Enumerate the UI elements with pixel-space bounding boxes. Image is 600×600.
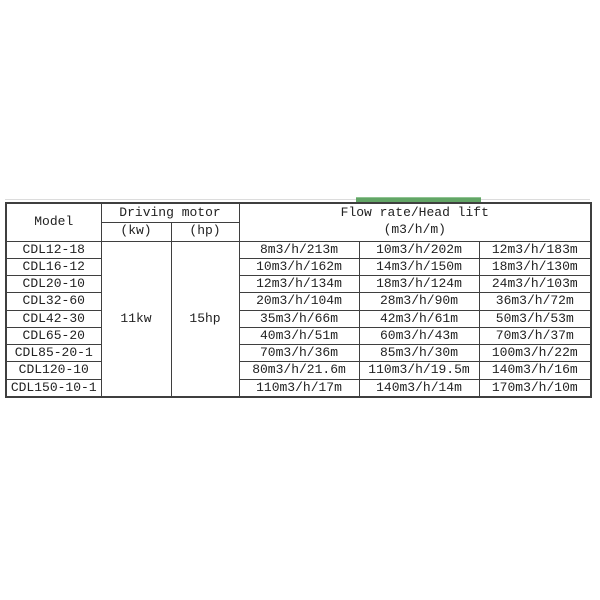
flow-cell-2: 140m3/h/14m — [359, 379, 479, 397]
flow-cell-1: 8m3/h/213m — [239, 241, 359, 258]
flow-cell-1: 80m3/h/21.6m — [239, 362, 359, 379]
model-cell: CDL42-30 — [6, 310, 101, 327]
flow-cell-2: 10m3/h/202m — [359, 241, 479, 258]
flow-cell-3: 100m3/h/22m — [479, 345, 591, 362]
flow-cell-3: 70m3/h/37m — [479, 327, 591, 344]
model-cell: CDL65-20 — [6, 327, 101, 344]
flow-cell-1: 20m3/h/104m — [239, 293, 359, 310]
motor-kw-cell: 11kw — [101, 241, 171, 397]
flow-cell-3: 140m3/h/16m — [479, 362, 591, 379]
faint-top-line — [5, 199, 590, 200]
model-cell: CDL20-10 — [6, 276, 101, 293]
table-row — [6, 327, 591, 344]
table-row — [6, 310, 591, 327]
flow-cell-3: 18m3/h/130m — [479, 258, 591, 275]
table-row — [6, 258, 591, 275]
header-driving-motor: Driving motor — [101, 203, 239, 222]
flow-cell-1: 10m3/h/162m — [239, 258, 359, 275]
flow-cell-2: 60m3/h/43m — [359, 327, 479, 344]
flow-cell-3: 36m3/h/72m — [479, 293, 591, 310]
model-cell: CDL120-10 — [6, 362, 101, 379]
flow-cell-1: 110m3/h/17m — [239, 379, 359, 397]
flow-cell-3: 50m3/h/53m — [479, 310, 591, 327]
flow-cell-3: 24m3/h/103m — [479, 276, 591, 293]
table-row — [6, 276, 591, 293]
motor-hp-cell: 15hp — [171, 241, 239, 397]
header-flow-rate-unit: (m3/h/m) — [383, 222, 446, 238]
header-hp: (hp) — [171, 222, 239, 241]
header-flow-rate-title: Flow rate/Head lift — [340, 205, 489, 221]
table-row — [6, 293, 591, 310]
flow-cell-3: 12m3/h/183m — [479, 241, 591, 258]
flow-cell-2: 85m3/h/30m — [359, 345, 479, 362]
flow-cell-2: 42m3/h/61m — [359, 310, 479, 327]
flow-cell-1: 35m3/h/66m — [239, 310, 359, 327]
table-row — [6, 379, 591, 397]
table-row — [6, 345, 591, 362]
header-flow-rate — [239, 203, 591, 241]
header-kw: (kw) — [101, 222, 171, 241]
table-row — [6, 362, 591, 379]
pump-spec-table — [5, 202, 592, 398]
header-model: Model — [6, 203, 101, 241]
flow-cell-2: 14m3/h/150m — [359, 258, 479, 275]
spec-table-body — [6, 241, 591, 397]
flow-cell-2: 18m3/h/124m — [359, 276, 479, 293]
flow-cell-3: 170m3/h/10m — [479, 379, 591, 397]
model-cell: CDL150-10-1 — [6, 379, 101, 397]
model-cell: CDL12-18 — [6, 241, 101, 258]
model-cell: CDL16-12 — [6, 258, 101, 275]
flow-cell-1: 70m3/h/36m — [239, 345, 359, 362]
model-cell: CDL85-20-1 — [6, 345, 101, 362]
model-cell: CDL32-60 — [6, 293, 101, 310]
flow-cell-1: 40m3/h/51m — [239, 327, 359, 344]
flow-cell-1: 12m3/h/134m — [239, 276, 359, 293]
table-row — [6, 241, 591, 258]
flow-cell-2: 110m3/h/19.5m — [359, 362, 479, 379]
flow-cell-2: 28m3/h/90m — [359, 293, 479, 310]
